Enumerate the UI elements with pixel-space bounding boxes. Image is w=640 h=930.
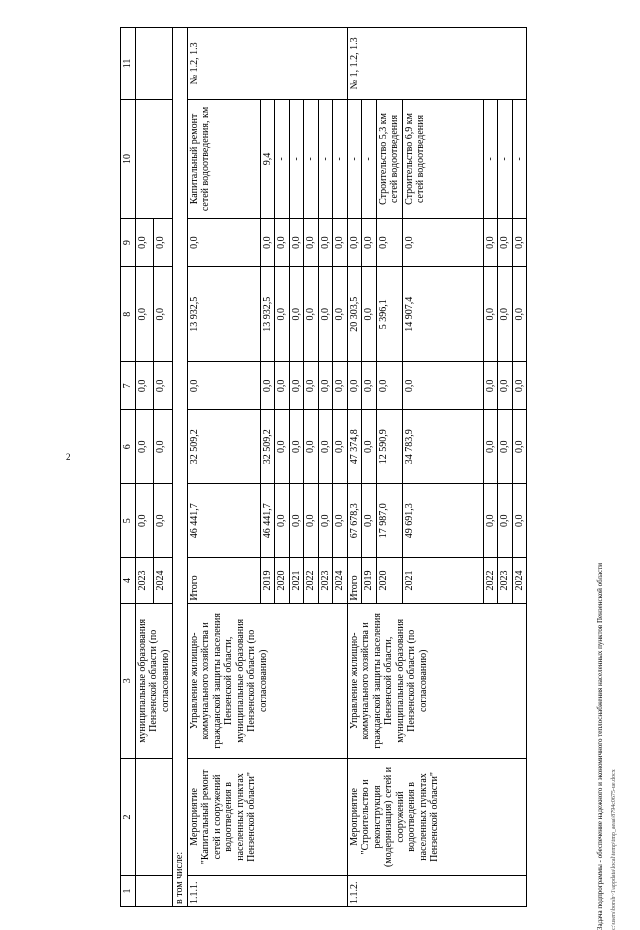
indicator-cell: -	[333, 99, 348, 218]
value-cell: 0,0	[275, 484, 290, 558]
indicator-cell: -	[347, 99, 362, 218]
total-label: Итого	[187, 558, 260, 603]
indicator-cell: -	[498, 99, 513, 218]
indicator-cell: -	[512, 99, 527, 218]
value-cell: 0,0	[304, 219, 319, 267]
value-cell: 0,0	[289, 410, 304, 484]
value-cell: 13 932,5	[187, 266, 260, 362]
year-cell: 2019	[362, 558, 377, 603]
value-cell: 0,0	[333, 362, 348, 410]
value-cell: 0,0	[275, 219, 290, 267]
indicator-cell: -	[275, 99, 290, 218]
value-cell: 0,0	[275, 362, 290, 410]
value-cell: 0,0	[289, 362, 304, 410]
link-cell: № 1, 1.2, 1.3	[347, 28, 527, 100]
value-cell: 0,0	[333, 410, 348, 484]
value-cell: 0,0	[498, 362, 513, 410]
indicator-cell: -	[289, 99, 304, 218]
value-cell: 0,0	[512, 410, 527, 484]
indicator-cell: Строительство 6,9 км сетей водоотведения	[402, 99, 483, 218]
year-cell: 2023	[135, 558, 154, 603]
value-cell: 0,0	[512, 362, 527, 410]
measure-number: 1.1.2.	[347, 875, 527, 906]
header-cell: 11	[121, 28, 136, 100]
measure-executor: Управление жилищно-коммунального хозяйства и гражданской защиты населения Пензенской области, муниципальные образования Пензенской области (по согласованию)	[187, 603, 347, 758]
value-cell: 0,0	[275, 266, 290, 362]
value-cell: 0,0	[483, 410, 498, 484]
value-cell: 0,0	[362, 410, 377, 484]
value-cell: 0,0	[376, 219, 402, 267]
value-cell: 0,0	[362, 484, 377, 558]
executor-cell: муниципальные образования Пензенской области (по согласованию)	[135, 603, 173, 758]
link-cell: № 1.2, 1.3	[187, 28, 347, 100]
value-cell: 0,0	[498, 410, 513, 484]
header-cell: 2	[121, 758, 136, 875]
value-cell: 12 590,9	[376, 410, 402, 484]
value-cell: 0,0	[304, 410, 319, 484]
indicator-cell: -	[318, 99, 333, 218]
value-cell: 0,0	[498, 484, 513, 558]
value-cell: 5 396,1	[376, 266, 402, 362]
value-cell: 20 303,5	[347, 266, 362, 362]
indicator-cell: 9,4	[260, 99, 275, 218]
header-cell: 1	[121, 875, 136, 906]
value-cell: 0,0	[289, 219, 304, 267]
value-cell: 0,0	[333, 266, 348, 362]
file-path: c:\users\borsh~1\appdata\local\temp\tmp_aeaa\8794c0675-ue.docx	[611, 769, 617, 930]
header-cell: 4	[121, 558, 136, 603]
value-cell: 0,0	[304, 266, 319, 362]
empty-cell	[135, 875, 173, 906]
measure-number: 1.1.1.	[187, 875, 347, 906]
value-cell: 32 509,2	[260, 410, 275, 484]
value-cell: 0,0	[362, 219, 377, 267]
value-cell: 0,0	[135, 362, 154, 410]
header-cell: 6	[121, 410, 136, 484]
value-cell: 0,0	[512, 484, 527, 558]
value-cell: 0,0	[347, 362, 362, 410]
header-cell: 5	[121, 484, 136, 558]
value-cell: 0,0	[333, 219, 348, 267]
value-cell: 0,0	[318, 266, 333, 362]
value-cell: 0,0	[333, 484, 348, 558]
header-cell: 3	[121, 603, 136, 758]
value-cell: 0,0	[483, 219, 498, 267]
value-cell: 0,0	[402, 362, 483, 410]
value-cell: 14 907,4	[402, 266, 483, 362]
value-cell: 47 374,8	[347, 410, 362, 484]
value-cell: 0,0	[154, 266, 173, 362]
year-cell: 2022	[304, 558, 319, 603]
value-cell: 0,0	[318, 362, 333, 410]
year-cell: 2019	[260, 558, 275, 603]
subheading-row	[173, 28, 188, 907]
value-cell: 67 678,3	[347, 484, 362, 558]
header-cell: 7	[121, 362, 136, 410]
value-cell: 0,0	[498, 266, 513, 362]
value-cell: 0,0	[347, 219, 362, 267]
year-cell: 2024	[512, 558, 527, 603]
indicator-cell: -	[362, 99, 377, 218]
total-label: Итого	[347, 558, 362, 603]
indicator-cell: -	[483, 99, 498, 218]
value-cell: 0,0	[512, 266, 527, 362]
value-cell: 0,0	[260, 362, 275, 410]
year-cell: 2024	[333, 558, 348, 603]
measure-executor: Управление жилищно-коммунального хозяйства и гражданской защиты населения Пензенской области, муниципальные образования Пензенской области (по согласованию)	[347, 603, 527, 758]
measure-name: Мероприятие "Строительство и реконструкция (модернизация) сетей и сооружений водоотведения в населенных пунктах Пензенской области"	[347, 758, 527, 875]
value-cell: 49 691,3	[402, 484, 483, 558]
empty-cell	[135, 758, 173, 875]
value-cell: 0,0	[402, 219, 483, 267]
rotated-table-wrapper	[120, 27, 600, 907]
page-number: 2	[66, 452, 71, 462]
indicator-cell: -	[304, 99, 319, 218]
in-that-number-label: в том числе:	[173, 28, 188, 907]
year-cell: 2023	[318, 558, 333, 603]
value-cell: 34 783,9	[402, 410, 483, 484]
value-cell: 0,0	[135, 219, 154, 267]
footer	[593, 30, 607, 930]
table-row	[187, 28, 260, 907]
value-cell: 0,0	[483, 362, 498, 410]
value-cell: 0,0	[318, 484, 333, 558]
value-cell: 0,0	[154, 362, 173, 410]
header-cell: 9	[121, 219, 136, 267]
subprogram-task-text: Задача подпрограммы - обеспечение надежного и экономичного теплоснабжения населенных пунктов Пензенской области	[596, 562, 604, 930]
value-cell: 0,0	[135, 410, 154, 484]
table-row	[135, 28, 154, 907]
indicator-cell: Капитальный ремонт сетей водоотведения, км	[187, 99, 260, 218]
value-cell: 0,0	[135, 266, 154, 362]
value-cell: 13 932,5	[260, 266, 275, 362]
value-cell: 0,0	[154, 410, 173, 484]
year-cell: 2020	[376, 558, 402, 603]
year-cell: 2021	[402, 558, 483, 603]
header-cell: 8	[121, 266, 136, 362]
header-cell: 10	[121, 99, 136, 218]
value-cell: 0,0	[154, 219, 173, 267]
value-cell: 0,0	[483, 484, 498, 558]
value-cell: 0,0	[154, 484, 173, 558]
measure-name: Мероприятие "Капитальный ремонт сетей и сооружений водоотведения в населенных пунктах Пензенской области"	[187, 758, 347, 875]
year-cell: 2022	[483, 558, 498, 603]
year-cell: 2024	[154, 558, 173, 603]
value-cell: 32 509,2	[187, 410, 260, 484]
value-cell: 0,0	[318, 219, 333, 267]
link-cell	[135, 28, 173, 100]
value-cell: 0,0	[483, 266, 498, 362]
value-cell: 46 441,7	[260, 484, 275, 558]
value-cell: 0,0	[318, 410, 333, 484]
value-cell: 0,0	[289, 484, 304, 558]
value-cell: 17 987,0	[376, 484, 402, 558]
value-cell: 0,0	[187, 362, 260, 410]
value-cell: 0,0	[304, 484, 319, 558]
value-cell: 0,0	[376, 362, 402, 410]
value-cell: 0,0	[275, 410, 290, 484]
year-cell: 2021	[289, 558, 304, 603]
value-cell: 0,0	[362, 266, 377, 362]
value-cell: 0,0	[362, 362, 377, 410]
year-cell: 2023	[498, 558, 513, 603]
year-cell: 2020	[275, 558, 290, 603]
indicator-cell	[135, 99, 173, 218]
value-cell: 0,0	[187, 219, 260, 267]
table-row	[347, 28, 362, 907]
value-cell: 0,0	[512, 219, 527, 267]
table-header-row	[121, 28, 136, 907]
value-cell: 0,0	[289, 266, 304, 362]
value-cell: 0,0	[304, 362, 319, 410]
value-cell: 0,0	[135, 484, 154, 558]
program-table	[120, 27, 527, 907]
value-cell: 0,0	[498, 219, 513, 267]
indicator-cell: Строительство 5,3 км сетей водоотведения	[376, 99, 402, 218]
value-cell: 0,0	[260, 219, 275, 267]
value-cell: 46 441,7	[187, 484, 260, 558]
